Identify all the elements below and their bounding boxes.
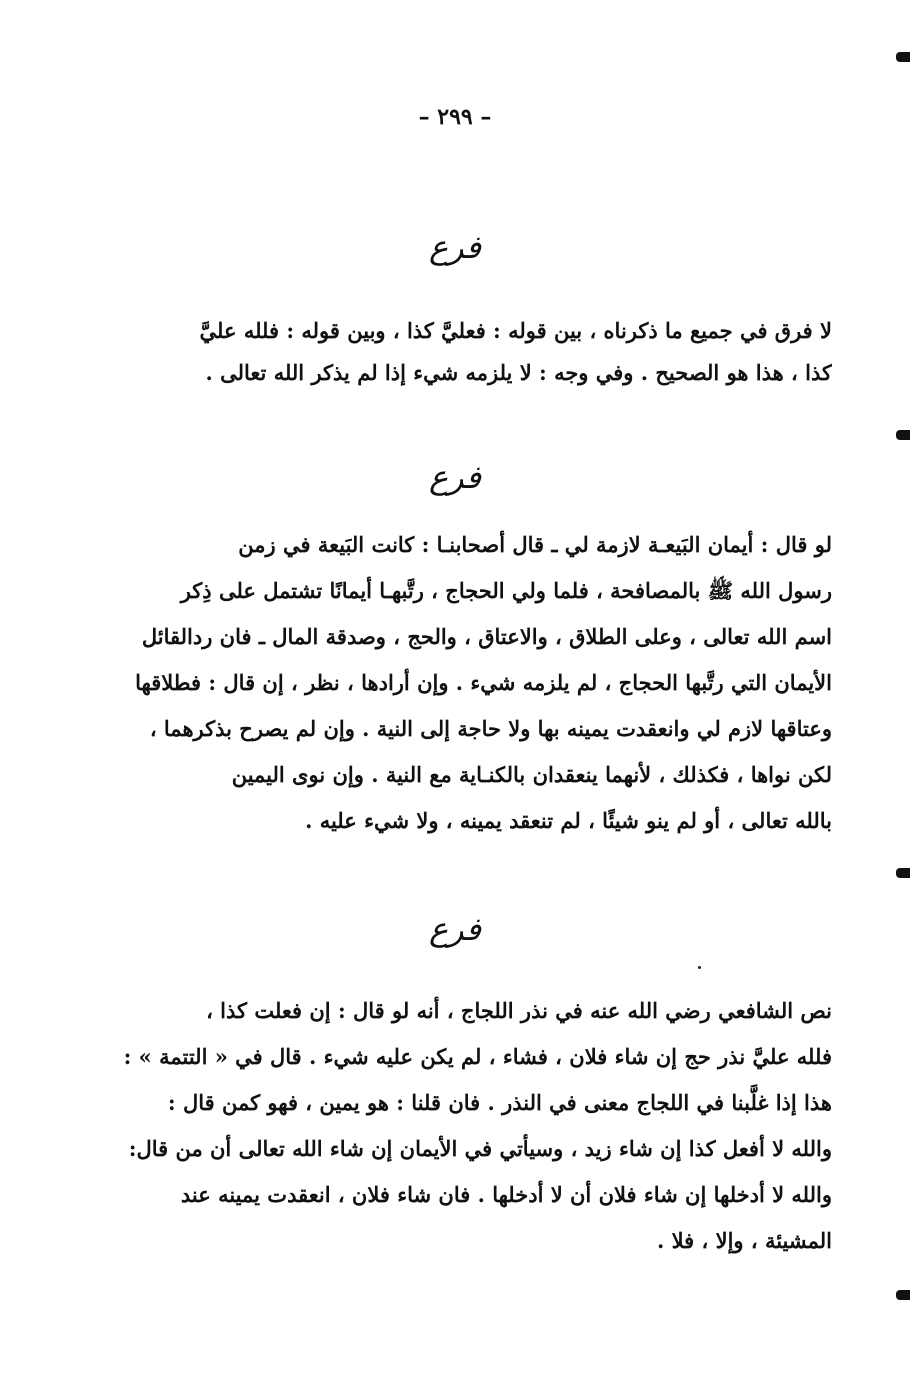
text-line: هذا إذا غلَّبنا في اللجاج معنى في النذر . فان قلنا : هو يمين ، فهو كمن قال : — [167, 1090, 832, 1115]
text-line: اسم الله تعالى ، وعلى الطلاق ، والاعتاق ، والحج ، وصدقة المال ـ فان ردالقائل — [141, 624, 832, 649]
text-line: بالله تعالى ، أو لم ينو شيئًا ، لم تنعقد يمينه ، ولا شيء عليه . — [305, 808, 832, 833]
text-line: فلله عليَّ نذر حج إن شاء فلان ، فشاء ، لم يكن عليه شيء . قال في « التتمة » : — [123, 1044, 832, 1069]
text-line: وعتاقها لازم لي وانعقدت يمينه بها ولا حاجة إلى النية . وإن لم يصرح بذكرهما ، — [149, 716, 832, 741]
text-line: والله لا أفعل كذا إن شاء زيد ، وسيأتي في الأيمان إن شاء الله تعالى أن من قال: — [128, 1136, 832, 1161]
text-line: والله لا أدخلها إن شاء فلان أن لا أدخلها . فان شاء فلان ، انعقدت يمينه عند — [180, 1182, 832, 1207]
text-line: لو قال : أيمان البَيعـة لازمة لي ـ قال أصحابنـا : كانت البَيعة في زمن — [238, 532, 832, 557]
scan-edge-mark — [896, 52, 910, 62]
text-line: لا فرق في جميع ما ذكرناه ، بين قوله : فعليَّ كذا ، وبين قوله : فلله عليَّ — [199, 318, 832, 343]
section-3-paragraph — [120, 988, 832, 1264]
text-line: رسول الله ﷺ بالمصافحة ، فلما ولي الحجاج ، رتَّبهـا أيمانًا تشتمل على ذِكر — [180, 578, 832, 603]
scan-edge-mark — [896, 1290, 910, 1300]
scan-edge-mark — [896, 868, 910, 878]
section-1-paragraph — [120, 310, 832, 394]
section-2-paragraph — [120, 522, 832, 844]
scan-edge-mark — [896, 430, 910, 440]
text-line: المشيئة ، وإلا ، فلا . — [657, 1228, 832, 1253]
text-line: الأيمان التي رتَّبها الحجاج ، لم يلزمه شيء . وإن أرادها ، نظر ، إن قال : فطلاقها — [135, 670, 832, 695]
scan-speck — [698, 966, 701, 969]
section-heading-3: فرع — [428, 910, 482, 948]
text-line: نص الشافعي رضي الله عنه في نذر اللجاج ، أنه لو قال : إن فعلت كذا ، — [206, 998, 832, 1023]
section-heading-2: فرع — [428, 458, 482, 496]
text-line: لكن نواها ، فكذلك ، لأنهما ينعقدان بالكنـاية مع النية . وإن نوى اليمين — [231, 762, 832, 787]
section-heading-1: فرع — [428, 228, 482, 266]
text-line: كذا ، هذا هو الصحيح . وفي وجه : لا يلزمه شيء إذا لم يذكر الله تعالى . — [205, 360, 832, 385]
page-number: – ٢٩٩ – — [418, 104, 492, 130]
